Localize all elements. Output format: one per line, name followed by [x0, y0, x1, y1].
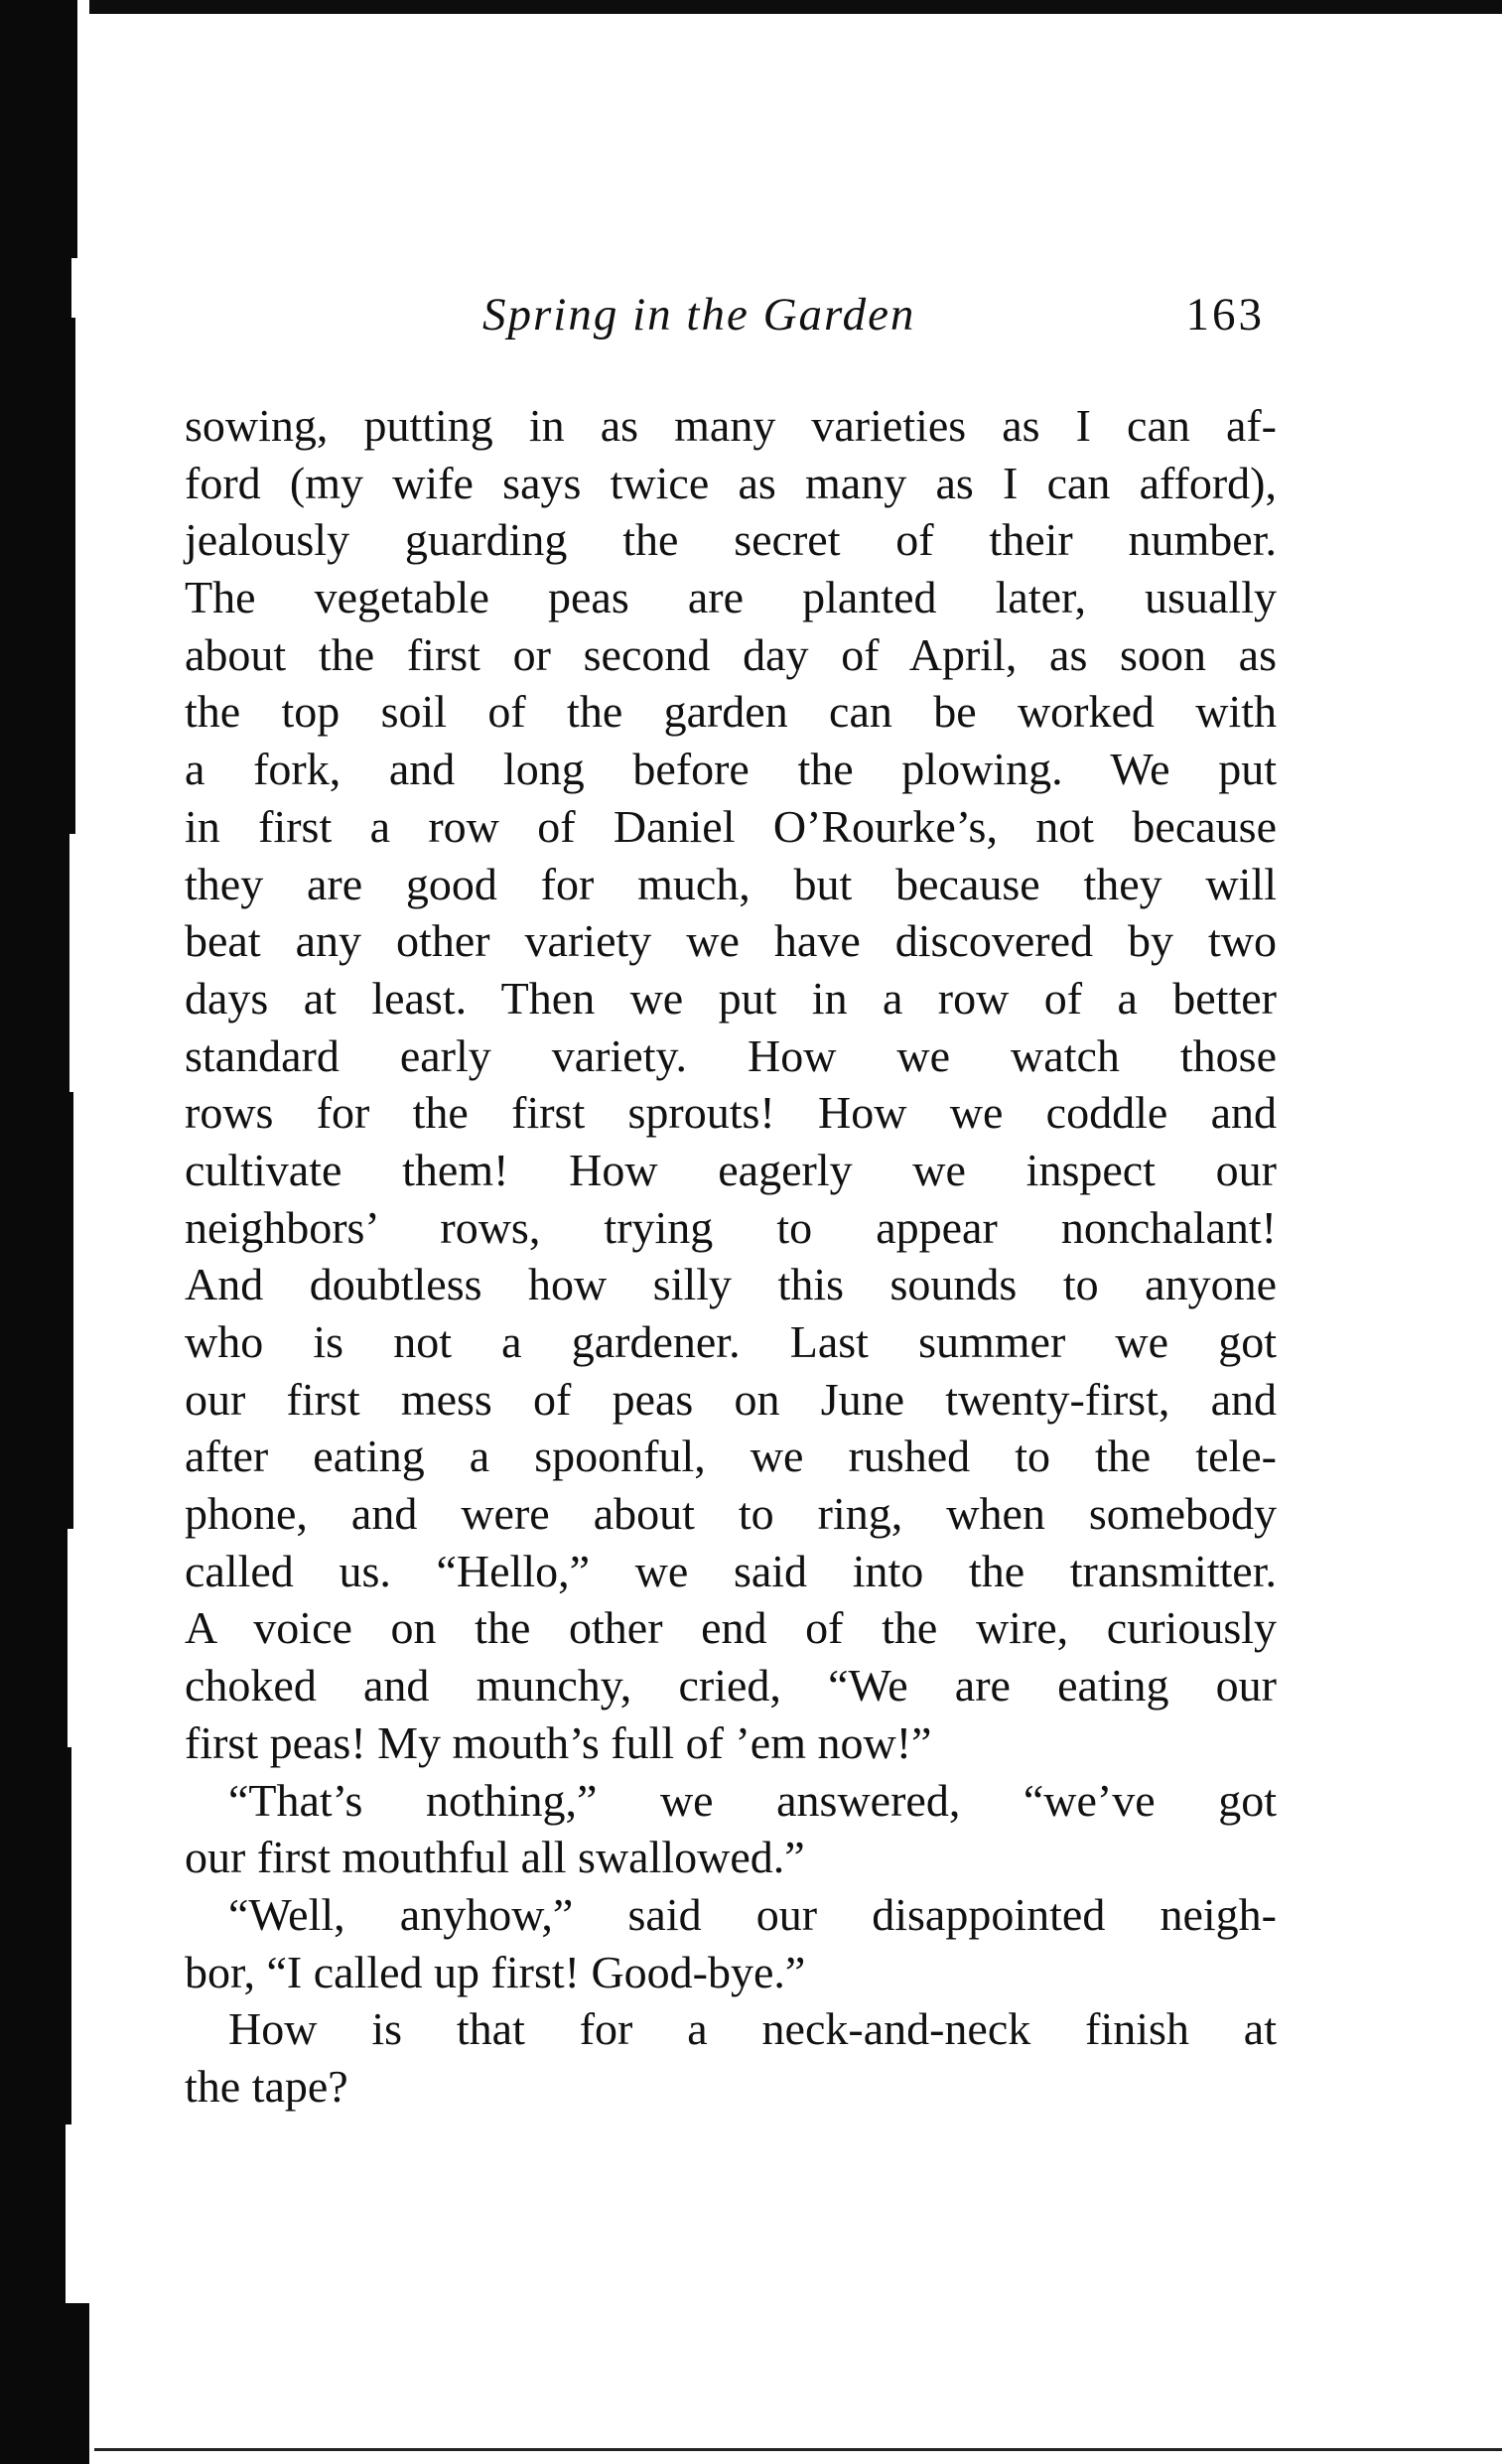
text-line: phone, and were about to ring, when somebody: [185, 1488, 1277, 1540]
page-number: 163: [1185, 289, 1265, 341]
text-line: A voice on the other end of the wire, curiously: [185, 1602, 1277, 1654]
text-line: And doubtless how silly this sounds to anyone: [185, 1259, 1277, 1310]
text-line: beat any other variety we have discovered by two: [185, 915, 1277, 967]
text-line: the top soil of the garden can be worked with: [185, 686, 1277, 738]
text-line: who is not a gardener. Last summer we got: [185, 1316, 1277, 1367]
text-line: a fork, and long before the plowing. We put: [185, 744, 1277, 795]
text-line: “That’s nothing,” we answered, “we’ve got: [228, 1774, 1277, 1826]
running-title: Spring in the Garden: [482, 289, 916, 341]
text-line: choked and munchy, cried, “We are eating our: [185, 1660, 1277, 1711]
text-line: about the first or second day of April, as soon as: [185, 628, 1277, 680]
text-line: standard early variety. How we watch those: [185, 1029, 1277, 1081]
text-line: in first a row of Daniel O’Rourke’s, not because: [185, 800, 1277, 852]
text-line: first peas! My mouth’s full of ’em now!”: [185, 1716, 932, 1768]
text-line: jealously guarding the secret of their number.: [185, 514, 1277, 566]
text-line: our first mouthful all swallowed.”: [185, 1832, 805, 1883]
body-text: [185, 397, 1277, 2116]
text-line: called us. “Hello,” we said into the transmitter.: [185, 1545, 1277, 1596]
scan-top-border: [69, 0, 1502, 14]
text-line: rows for the first sprouts! How we coddle and: [185, 1087, 1277, 1139]
text-line: neighbors’ rows, trying to appear nonchalant!: [185, 1201, 1277, 1253]
running-head: [185, 288, 1277, 357]
text-line: days at least. Then we put in a row of a better: [185, 972, 1277, 1024]
scan-left-border: [0, 0, 89, 2464]
text-line: sowing, putting in as many varieties as I can af-: [185, 400, 1277, 451]
text-line: “Well, anyhow,” said our disappointed neigh-: [228, 1888, 1277, 1940]
text-line: ford (my wife says twice as many as I can afford),: [185, 457, 1277, 508]
text-line: they are good for much, but because they will: [185, 858, 1277, 909]
scan-bottom-rule: [94, 2448, 1502, 2451]
text-line: cultivate them! How eagerly we inspect our: [185, 1144, 1277, 1195]
text-line: our first mess of peas on June twenty-first, and: [185, 1373, 1277, 1425]
text-line: the tape?: [185, 2060, 348, 2112]
text-line: bor, “I called up first! Good-bye.”: [185, 1946, 806, 1997]
text-line: after eating a spoonful, we rushed to the tele-: [185, 1431, 1277, 1482]
text-line: How is that for a neck-and-neck finish at: [228, 2003, 1277, 2055]
text-line: The vegetable peas are planted later, usually: [185, 572, 1277, 623]
